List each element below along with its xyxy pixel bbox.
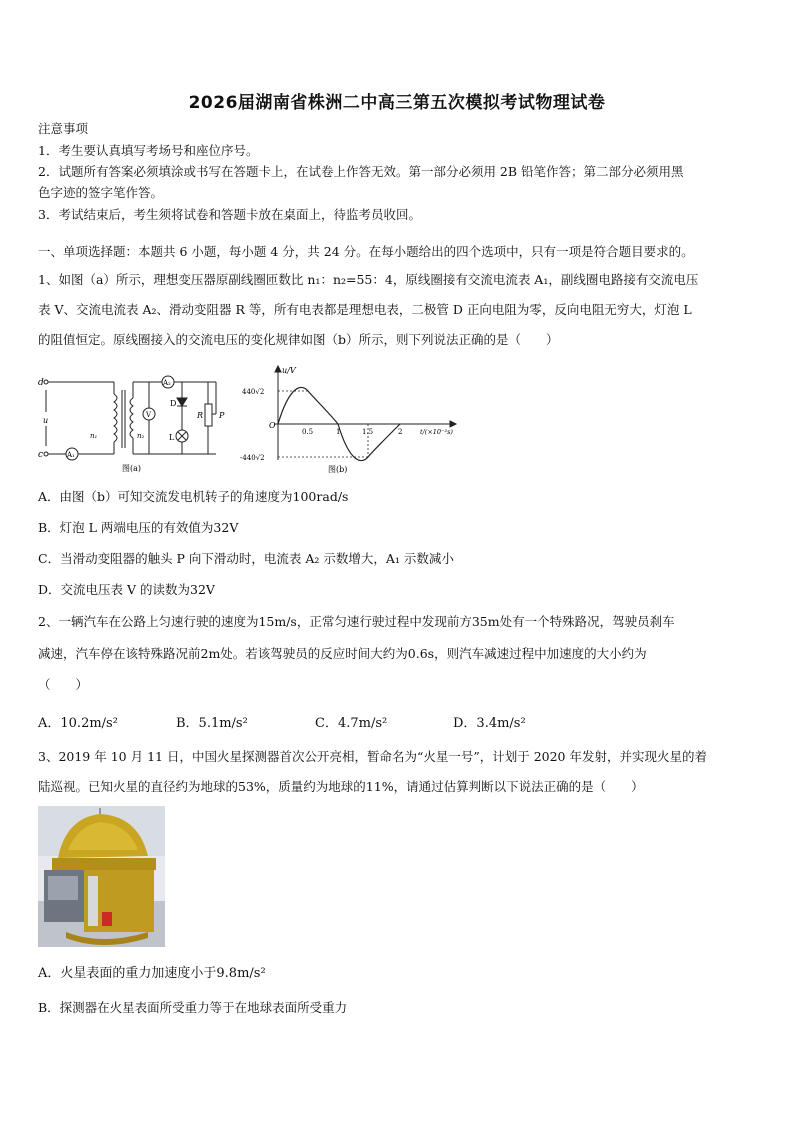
notice-item: 3．考试结束后，考生须将试卷和答题卡放在桌面上，待监考员收回。 bbox=[38, 207, 421, 222]
x-axis-label: t/(×10⁻²s) bbox=[420, 428, 453, 436]
q1-option-a: A．由图（b）可知交流发电机转子的角速度为100rad/s bbox=[38, 489, 349, 504]
question-2-line: 2、一辆汽车在公路上匀速行驶的速度为15m/s，正常匀速行驶过程中发现前方35m处有一个特殊路况，驾驶员刹车 bbox=[38, 614, 675, 629]
q1-option-b: B．灯泡 L 两端电压的有效值为32V bbox=[38, 520, 239, 535]
q3-option-b: B．探测器在火星表面所受重力等于在地球表面所受重力 bbox=[38, 1000, 348, 1015]
y-axis-label: u/V bbox=[282, 366, 296, 375]
question-1-line: 表 V、交流电流表 A₂、滑动变阻器 R 等，所有电表都是理想电表，二极管 D 正向电阻为零，反向电阻无穷大，灯泡 L bbox=[38, 302, 692, 317]
y-min-label: -440√2 bbox=[240, 454, 265, 462]
question-1-line: 的阻值恒定。原线圈接入的交流电压的变化规律如图（b）所示，则下列说法正确的是（ ） bbox=[38, 332, 559, 347]
label-u: u bbox=[43, 416, 49, 425]
x-tick-label: 0.5 bbox=[302, 428, 314, 436]
label-n1: n₁ bbox=[90, 432, 98, 440]
q2-option-d: D．3.4m/s² bbox=[453, 716, 526, 731]
page-title: 2026届湖南省株洲二中高三第五次模拟考试物理试卷 bbox=[188, 93, 606, 113]
q1-option-c: C．当滑动变阻器的触头 P 向下滑动时，电流表 A₂ 示数增大，A₁ 示数减小 bbox=[38, 551, 454, 566]
notice-item: 1．考生要认真填写考场号和座位序号。 bbox=[38, 143, 259, 158]
question-2-line: 减速，汽车停在该特殊路况前2m处。若该驾驶员的反应时间大约为0.6s，则汽车减速过程中加速度的大小约为 bbox=[38, 646, 647, 661]
notice-item: 2．试题所有答案必须填涂或书写在答题卡上，在试卷上作答无效。第一部分必须用 2B 铅笔作答；第二部分必须用黑 bbox=[38, 164, 684, 179]
label-c: c bbox=[38, 450, 44, 460]
question-3-line: 陆巡视。已知火星的直径约为地球的53%，质量约为地球的11%，请通过估算判断以下说法正确的是（ ） bbox=[38, 779, 644, 794]
x-tick-label: 1.5 bbox=[362, 428, 374, 436]
q1-option-d: D．交流电压表 V 的读数为32V bbox=[38, 582, 215, 597]
q2-option-b: B．5.1m/s² bbox=[176, 716, 248, 731]
mars-probe-photo bbox=[38, 806, 165, 947]
notice-heading: 注意事项 bbox=[38, 121, 89, 136]
q2-option-c: C．4.7m/s² bbox=[315, 716, 388, 731]
label-a2: A₂ bbox=[163, 379, 171, 387]
q2-option-a: A．10.2m/s² bbox=[38, 716, 118, 731]
label-v: V bbox=[146, 411, 152, 419]
question-2-line: （ ） bbox=[38, 677, 89, 692]
figure-b-graph bbox=[238, 364, 468, 476]
label-n2: n₂ bbox=[137, 432, 145, 440]
figure-a-caption: 图(a) bbox=[122, 464, 142, 473]
label-p: P bbox=[219, 411, 225, 420]
label-a1: A₁ bbox=[67, 451, 75, 459]
label-diode: D bbox=[170, 399, 177, 408]
y-max-label: 440√2 bbox=[242, 388, 265, 396]
question-1-line: 1、如图（a）所示，理想变压器原副线圈匝数比 n₁：n₂=55：4，原线圈接有交流电流表 A₁，副线圈电路接有交流电压 bbox=[38, 272, 699, 287]
notice-item: 色字迹的签字笔作答。 bbox=[38, 185, 164, 200]
section-heading: 一、单项选择题：本题共 6 小题，每小题 4 分，共 24 分。在每小题给出的四个选项中，只有一项是符合题目要求的。 bbox=[38, 244, 694, 259]
figure-b-caption: 图(b) bbox=[328, 465, 348, 474]
label-r: R bbox=[197, 411, 204, 420]
x-tick-label: 2 bbox=[398, 428, 403, 436]
question-3-line: 3、2019 年 10 月 11 日，中国火星探测器首次公开亮相，暂命名为“火星一号”，计划于 2020 年发射，并实现火星的着 bbox=[38, 749, 707, 764]
q3-option-a: A．火星表面的重力加速度小于9.8m/s² bbox=[38, 966, 266, 981]
label-d: d bbox=[38, 378, 44, 388]
figure-a-circuit bbox=[36, 368, 236, 476]
x-tick-label: 1 bbox=[336, 428, 341, 436]
label-lamp: L bbox=[169, 433, 175, 442]
origin-label: O bbox=[269, 421, 276, 430]
